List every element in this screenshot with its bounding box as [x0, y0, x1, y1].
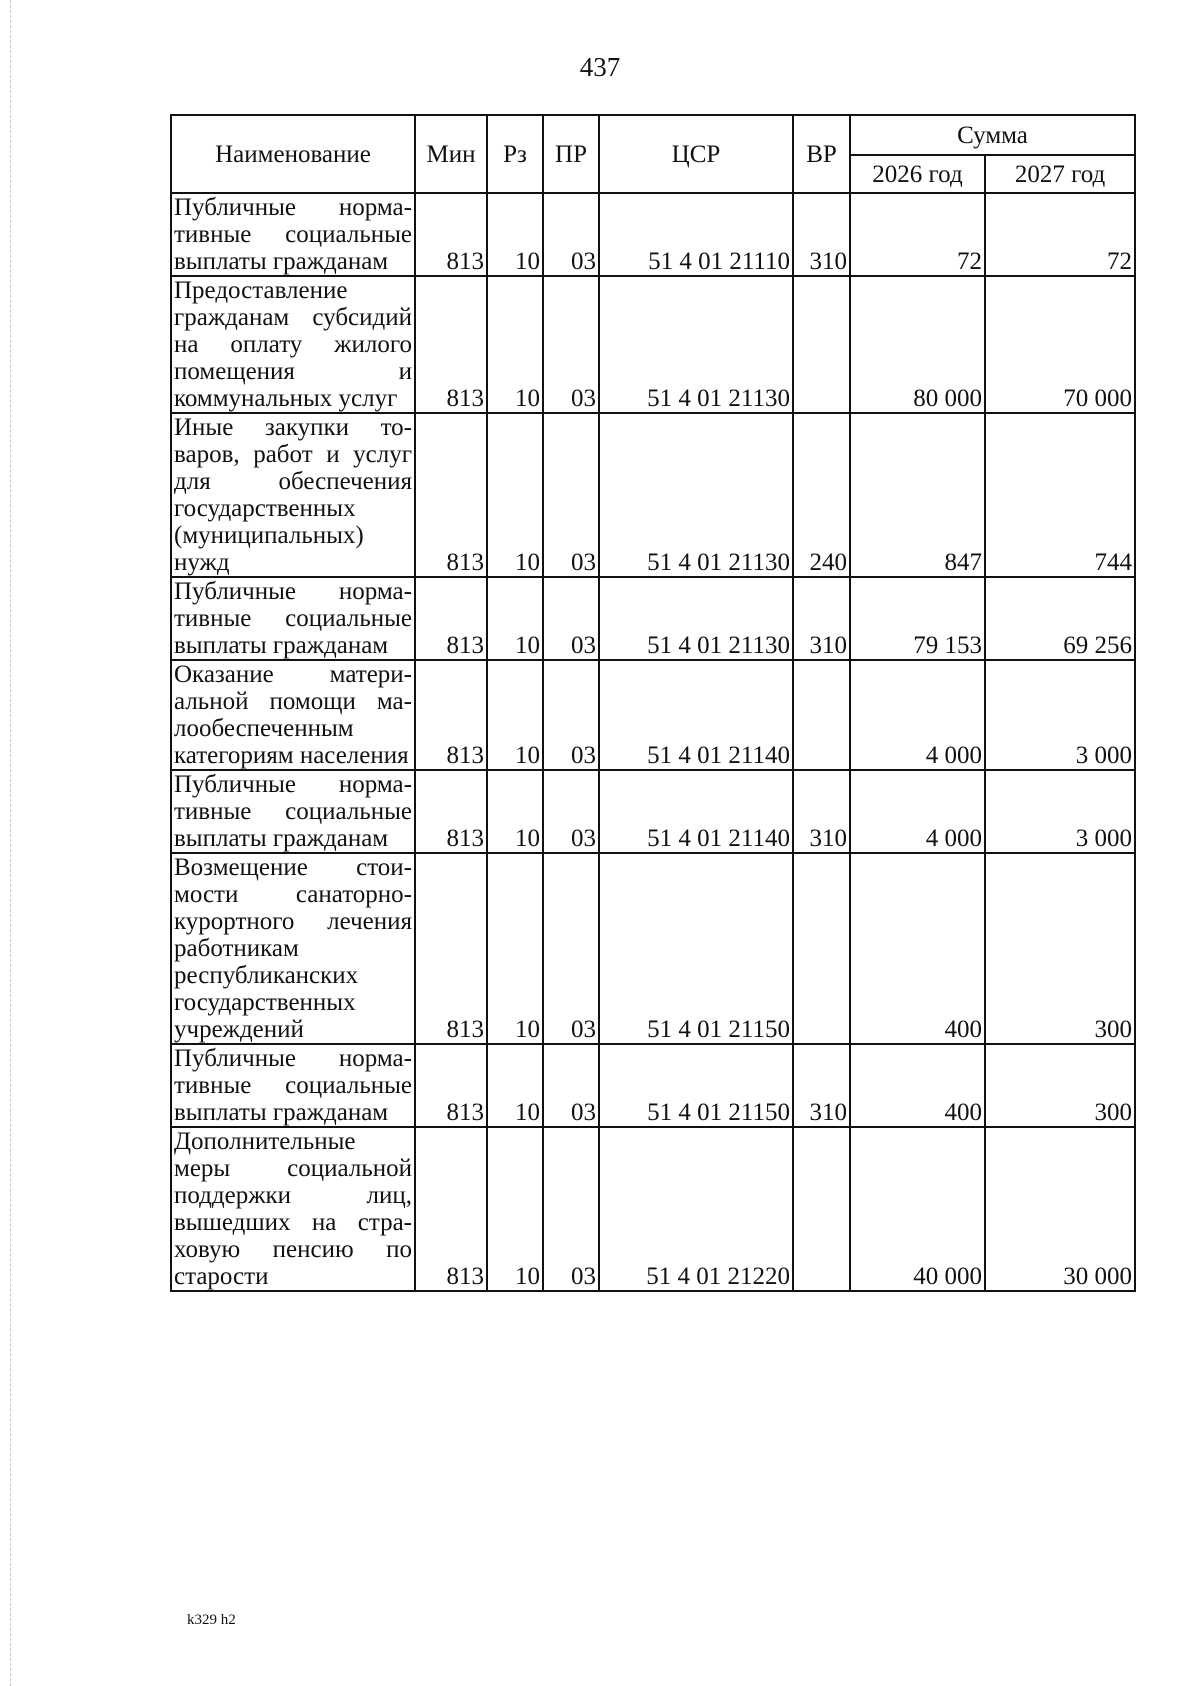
cell-csr: 51 4 01 21150 — [599, 853, 793, 1044]
cell-sum-2026: 40 000 — [850, 1127, 985, 1291]
header-min: Мин — [415, 115, 487, 193]
cell-rz: 10 — [487, 577, 543, 660]
cell-vr: 310 — [793, 770, 850, 853]
cell-min: 813 — [415, 577, 487, 660]
cell-sum-2026: 4 000 — [850, 770, 985, 853]
cell-min: 813 — [415, 193, 487, 276]
table-row — [171, 660, 1135, 770]
cell-rz: 10 — [487, 413, 543, 577]
cell-name: Предоставление гражданам субсидий на оплату жилого помещения и коммунальных услуг — [171, 276, 415, 413]
cell-sum-2027: 744 — [985, 413, 1135, 577]
cell-sum-2027: 3 000 — [985, 660, 1135, 770]
cell-pr: 03 — [543, 770, 599, 853]
cell-min: 813 — [415, 770, 487, 853]
header-pr: ПР — [543, 115, 599, 193]
cell-rz: 10 — [487, 853, 543, 1044]
header-csr: ЦСР — [599, 115, 793, 193]
cell-pr: 03 — [543, 276, 599, 413]
cell-name: Публичные нормативные социальные выплаты гражданам — [171, 577, 415, 660]
header-rz: Рз — [487, 115, 543, 193]
table-row — [171, 1044, 1135, 1127]
cell-sum-2026: 400 — [850, 1044, 985, 1127]
cell-sum-2027: 72 — [985, 193, 1135, 276]
table-row — [171, 770, 1135, 853]
cell-sum-2026: 72 — [850, 193, 985, 276]
cell-sum-2027: 69 256 — [985, 577, 1135, 660]
cell-sum-2026: 80 000 — [850, 276, 985, 413]
cell-name: Публичные нормативные социальные выплаты гражданам — [171, 193, 415, 276]
cell-csr: 51 4 01 21130 — [599, 276, 793, 413]
table-row — [171, 193, 1135, 276]
cell-vr — [793, 1127, 850, 1291]
header-year-2026: 2026 год — [850, 155, 985, 193]
cell-sum-2026: 847 — [850, 413, 985, 577]
cell-csr: 51 4 01 21130 — [599, 413, 793, 577]
header-year-2027: 2027 год — [985, 155, 1135, 193]
cell-min: 813 — [415, 413, 487, 577]
cell-vr: 310 — [793, 193, 850, 276]
cell-pr: 03 — [543, 660, 599, 770]
table-row — [171, 1127, 1135, 1291]
cell-rz: 10 — [487, 1044, 543, 1127]
cell-pr: 03 — [543, 1127, 599, 1291]
cell-min: 813 — [415, 1127, 487, 1291]
cell-pr: 03 — [543, 413, 599, 577]
cell-rz: 10 — [487, 276, 543, 413]
header-sum: Сумма — [850, 115, 1135, 155]
footer-code: k329 h2 — [187, 1612, 236, 1628]
cell-csr: 51 4 01 21140 — [599, 770, 793, 853]
cell-sum-2026: 4 000 — [850, 660, 985, 770]
cell-csr: 51 4 01 21150 — [599, 1044, 793, 1127]
header-vr: ВР — [793, 115, 850, 193]
cell-vr: 310 — [793, 577, 850, 660]
cell-pr: 03 — [543, 853, 599, 1044]
table-row — [171, 853, 1135, 1044]
cell-rz: 10 — [487, 770, 543, 853]
cell-name: Дополнительные меры социальной поддержки лиц, вышедших на страховую пенсию по старости — [171, 1127, 415, 1291]
cell-sum-2027: 300 — [985, 1044, 1135, 1127]
cell-vr — [793, 276, 850, 413]
table-body — [171, 193, 1135, 1291]
scan-margin-line — [0, 0, 11, 1686]
cell-csr: 51 4 01 21140 — [599, 660, 793, 770]
cell-sum-2027: 30 000 — [985, 1127, 1135, 1291]
cell-pr: 03 — [543, 1044, 599, 1127]
cell-vr: 240 — [793, 413, 850, 577]
cell-rz: 10 — [487, 1127, 543, 1291]
cell-sum-2027: 300 — [985, 853, 1135, 1044]
cell-name: Иные закупки товаров, работ и услуг для обеспечения государственных (муниципальных) нужд — [171, 413, 415, 577]
cell-name: Возмещение стоимости санаторно-курортного лечения работникам республиканских государственных учреждений — [171, 853, 415, 1044]
cell-csr: 51 4 01 21110 — [599, 193, 793, 276]
cell-rz: 10 — [487, 660, 543, 770]
cell-name: Оказание материальной помощи малообеспеченным категориям населения — [171, 660, 415, 770]
cell-csr: 51 4 01 21220 — [599, 1127, 793, 1291]
cell-csr: 51 4 01 21130 — [599, 577, 793, 660]
table-row — [171, 276, 1135, 413]
header-name: Наименование — [171, 115, 415, 193]
page-number: 437 — [579, 52, 621, 82]
cell-vr — [793, 660, 850, 770]
cell-min: 813 — [415, 276, 487, 413]
cell-sum-2027: 3 000 — [985, 770, 1135, 853]
cell-name: Публичные нормативные социальные выплаты гражданам — [171, 770, 415, 853]
table-row — [171, 577, 1135, 660]
cell-rz: 10 — [487, 193, 543, 276]
budget-table — [170, 114, 1136, 1292]
cell-vr — [793, 853, 850, 1044]
cell-sum-2027: 70 000 — [985, 276, 1135, 413]
table-row — [171, 413, 1135, 577]
cell-min: 813 — [415, 853, 487, 1044]
cell-vr: 310 — [793, 1044, 850, 1127]
cell-pr: 03 — [543, 193, 599, 276]
table-header-row — [171, 115, 1135, 155]
cell-sum-2026: 400 — [850, 853, 985, 1044]
cell-min: 813 — [415, 1044, 487, 1127]
cell-min: 813 — [415, 660, 487, 770]
cell-name: Публичные нормативные социальные выплаты гражданам — [171, 1044, 415, 1127]
cell-sum-2026: 79 153 — [850, 577, 985, 660]
cell-pr: 03 — [543, 577, 599, 660]
